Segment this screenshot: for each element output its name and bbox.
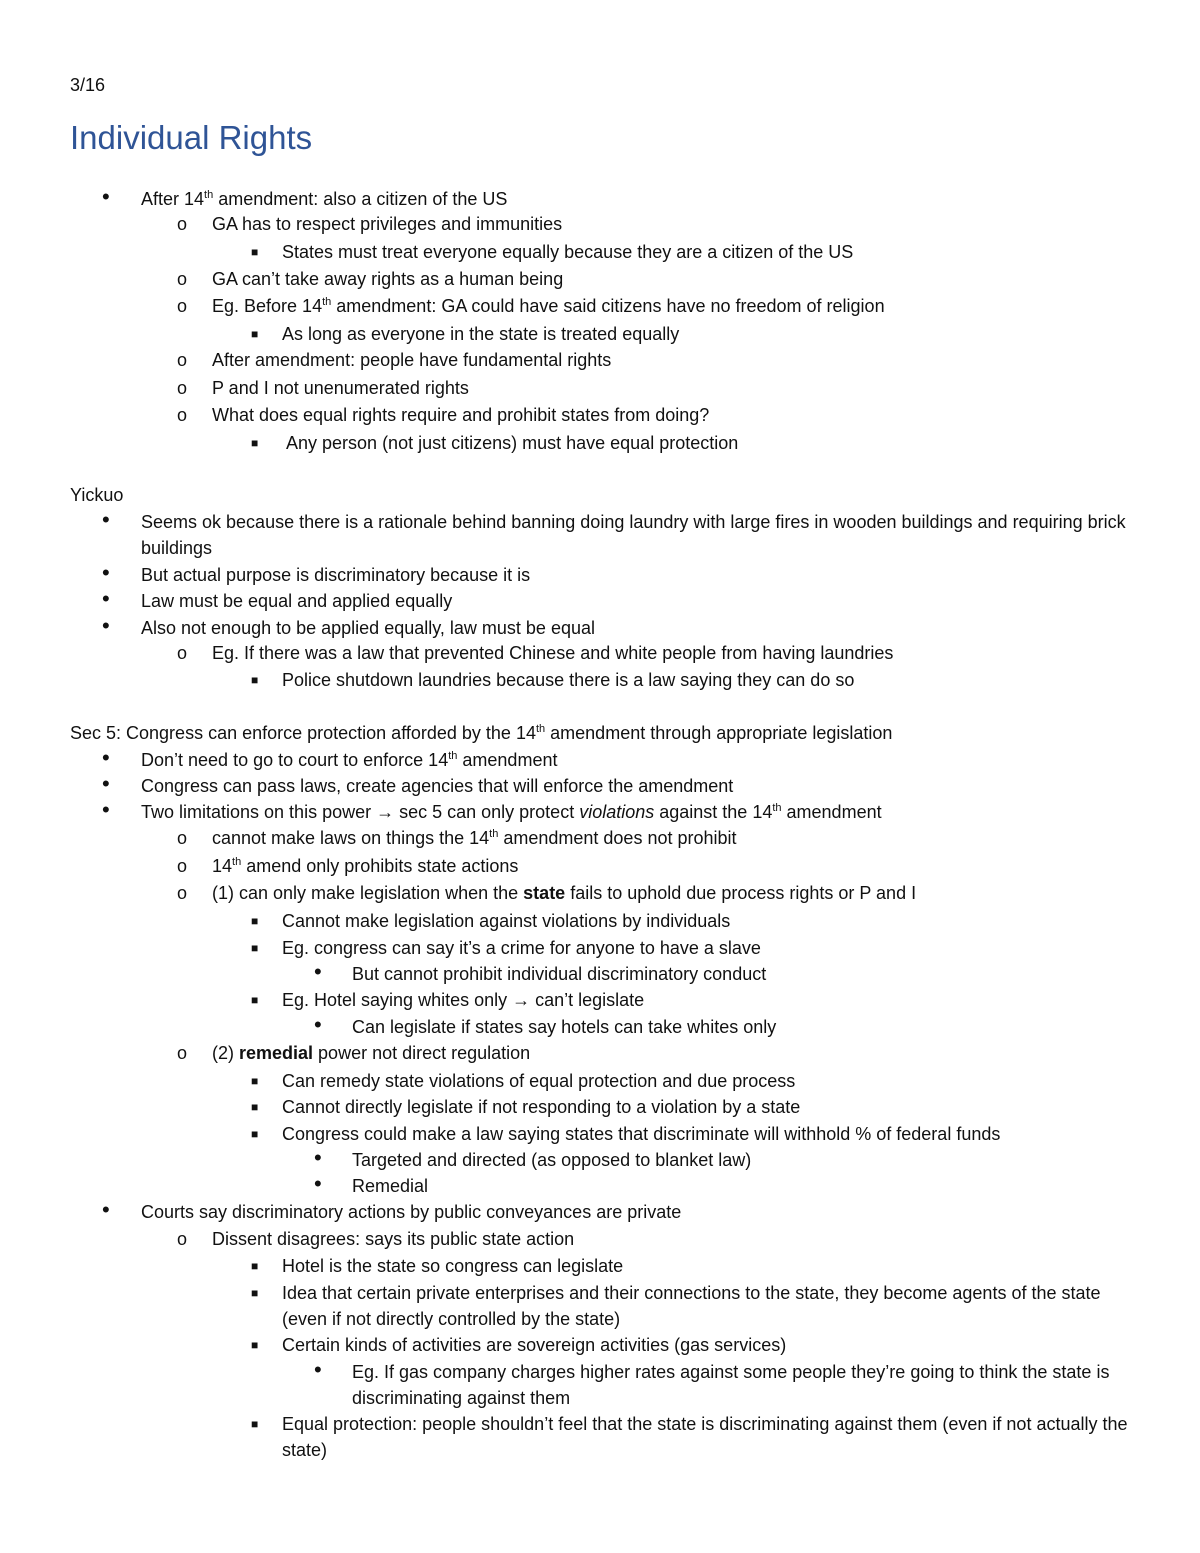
list-item: Cannot directly legislate if not responding to a violation by a state <box>282 1097 801 1117</box>
bullet-circle-icon: o <box>177 1043 188 1063</box>
list-item: Eg. Before 14th amendment: GA could have said citizens have no freedom of religion <box>212 296 885 316</box>
bullet-circle-icon: o <box>177 643 188 663</box>
list-item: But actual purpose is discriminatory because it is <box>141 565 531 585</box>
list-item: As long as everyone in the state is treated equally <box>282 324 680 344</box>
bullet-circle-icon: o <box>177 1229 188 1249</box>
bullet-square-icon: ■ <box>251 1100 259 1114</box>
bullet-disc-icon: • <box>102 797 110 822</box>
bullet-circle-icon: o <box>177 856 188 876</box>
bullet-circle-icon: o <box>177 296 188 316</box>
list-item: (1) can only make legislation when the state fails to uphold due process rights or P and I <box>212 883 917 903</box>
bullet-disc-icon: • <box>102 613 110 638</box>
bullet-disc-icon: • <box>102 586 110 611</box>
bullet-circle-icon: o <box>177 883 188 903</box>
list-item: P and I not unenumerated rights <box>212 378 469 398</box>
bullet-disc-icon: • <box>102 184 110 209</box>
list-item: Also not enough to be applied equally, law must be equal <box>141 618 595 638</box>
bullet-disc-icon: • <box>102 507 110 532</box>
list-item: Don’t need to go to court to enforce 14th amendment <box>141 750 558 770</box>
list-item: After amendment: people have fundamental rights <box>212 350 612 370</box>
list-item: Congress can pass laws, create agencies that will enforce the amendment <box>141 776 734 796</box>
section-heading-yickuo: Yickuo <box>70 485 124 505</box>
list-item: Remedial <box>352 1176 429 1196</box>
bullet-disc-icon: • <box>102 745 110 770</box>
bullet-square-icon: ■ <box>251 436 259 450</box>
list-item: States must treat everyone equally because they are a citizen of the US <box>282 242 854 262</box>
bullet-square-icon: ■ <box>251 1286 259 1300</box>
bullet-dot-icon: • <box>314 1012 322 1037</box>
list-item: Dissent disagrees: says its public state action <box>212 1229 575 1249</box>
bullet-circle-icon: o <box>177 405 188 425</box>
list-item: Hotel is the state so congress can legislate <box>282 1256 624 1276</box>
bullet-circle-icon: o <box>177 378 188 398</box>
bullet-dot-icon: • <box>314 1357 322 1382</box>
list-item: What does equal rights require and prohibit states from doing? <box>212 405 710 425</box>
bullet-square-icon: ■ <box>251 1417 259 1431</box>
section-heading-sec5: Sec 5: Congress can enforce protection afforded by the 14th amendment through appropriate legislation <box>70 723 893 743</box>
list-item: GA can’t take away rights as a human being <box>212 269 564 289</box>
bullet-dot-icon: • <box>314 1145 322 1170</box>
bullet-disc-icon: • <box>102 1197 110 1222</box>
list-item: (2) remedial power not direct regulation <box>212 1043 531 1063</box>
list-item: Targeted and directed (as opposed to blanket law) <box>352 1150 752 1170</box>
bullet-square-icon: ■ <box>251 1338 259 1352</box>
list-item: Congress could make a law saying states that discriminate will withhold % of federal funds <box>282 1124 1001 1144</box>
list-item: But cannot prohibit individual discriminatory conduct <box>352 964 767 984</box>
list-item: Can remedy state violations of equal protection and due process <box>282 1071 796 1091</box>
list-item: GA has to respect privileges and immunities <box>212 214 563 234</box>
date-label: 3/16 <box>70 75 106 95</box>
bullet-square-icon: ■ <box>251 245 259 259</box>
bullet-disc-icon: • <box>102 771 110 796</box>
list-item: cannot make laws on things the 14th amendment does not prohibit <box>212 828 737 848</box>
bullet-square-icon: ■ <box>251 327 259 341</box>
bullet-square-icon: ■ <box>251 673 259 687</box>
bullet-square-icon: ■ <box>251 941 259 955</box>
list-item: After 14th amendment: also a citizen of the US <box>141 189 508 209</box>
list-item: Police shutdown laundries because there is a law saying they can do so <box>282 670 855 690</box>
page-title: Individual Rights <box>70 119 313 156</box>
bullet-circle-icon: o <box>177 350 188 370</box>
bullet-square-icon: ■ <box>251 914 259 928</box>
list-item: Two limitations on this power → sec 5 can only protect violations against the 14th amendment <box>141 802 882 822</box>
list-item: Idea that certain private enterprises and their connections to the state, they become agents of the state (even if not directly controlled by the state) <box>282 1283 1101 1329</box>
bullet-disc-icon: • <box>102 560 110 585</box>
list-item: 14th amend only prohibits state actions <box>212 856 519 876</box>
bullet-dot-icon: • <box>314 959 322 984</box>
list-item: Cannot make legislation against violations by individuals <box>282 911 731 931</box>
list-item: Eg. If there was a law that prevented Chinese and white people from having laundries <box>212 643 894 663</box>
bullet-circle-icon: o <box>177 214 188 234</box>
list-item: Seems ok because there is a rationale behind banning doing laundry with large fires in wooden buildings and requiring brick buildings <box>141 512 1126 558</box>
list-item: Can legislate if states say hotels can take whites only <box>352 1017 777 1037</box>
bullet-circle-icon: o <box>177 269 188 289</box>
list-item: Eg. Hotel saying whites only → can’t legislate <box>282 990 645 1010</box>
bullet-square-icon: ■ <box>251 1074 259 1088</box>
bullet-circle-icon: o <box>177 828 188 848</box>
list-item: Eg. If gas company charges higher rates against some people they’re going to think the state is discriminating against them <box>352 1362 1110 1408</box>
list-item: Equal protection: people shouldn’t feel that the state is discriminating against them (even if not actually the state) <box>282 1414 1128 1460</box>
list-item: Eg. congress can say it’s a crime for anyone to have a slave <box>282 938 761 958</box>
list-item: Certain kinds of activities are sovereign activities (gas services) <box>282 1335 787 1355</box>
bullet-square-icon: ■ <box>251 1259 259 1273</box>
bullet-square-icon: ■ <box>251 993 259 1007</box>
list-item: Law must be equal and applied equally <box>141 591 453 611</box>
bullet-square-icon: ■ <box>251 1127 259 1141</box>
list-item: Any person (not just citizens) must have equal protection <box>282 433 739 453</box>
bullet-dot-icon: • <box>314 1171 322 1196</box>
list-item: Courts say discriminatory actions by public conveyances are private <box>141 1202 682 1222</box>
